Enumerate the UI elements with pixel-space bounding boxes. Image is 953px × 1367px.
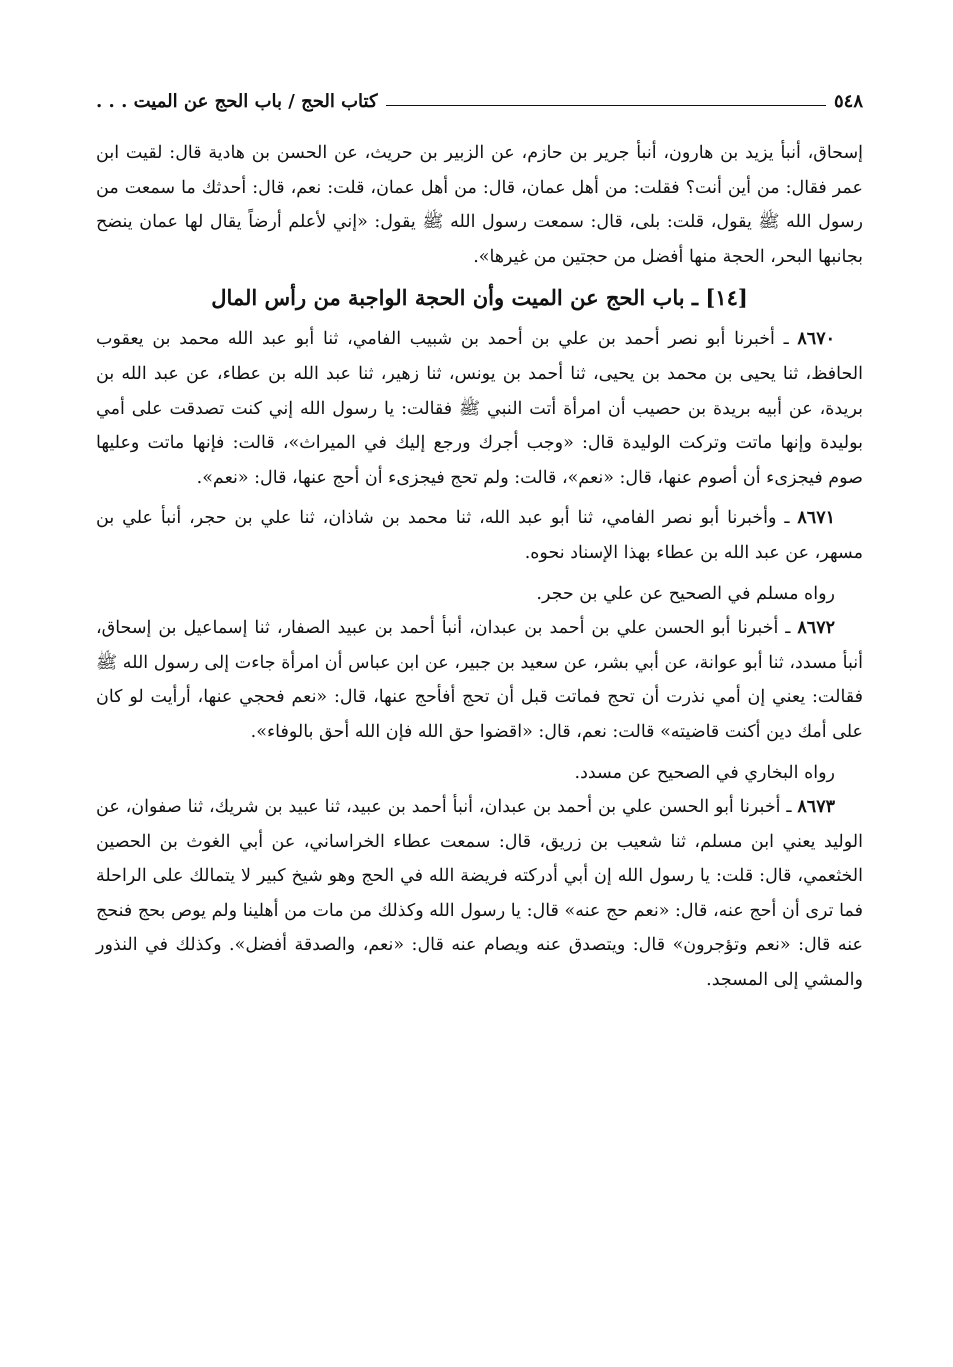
hadith-number: ٨٦٧١: [797, 508, 835, 529]
page: [96, 78, 863, 998]
page-header: [96, 78, 863, 112]
hadith-8672: [96, 611, 863, 749]
hadith-number: ٨٦٧٠: [797, 329, 835, 350]
narration-note: رواه مسلم في الصحيح عن علي بن حجر.: [536, 583, 835, 604]
header-rule: [386, 105, 826, 106]
chapter-heading: [١٤] ـ باب الحج عن الميت وأن الحجة الواجبة من رأس المال: [211, 285, 748, 311]
hadith-number: ٨٦٧٣: [797, 797, 835, 818]
hadith-text: ـ أخبرنا أبو الحسن علي بن أحمد بن عبدان، أنبأ أحمد بن عبيد الصفار، ثنا إسماعيل بن إسحاق، أنبأ مسدد، ثنا أبو عوانة، عن أبي بشر، عن سعيد بن جبير، عن ابن عباس أن امرأة جاءت إلى رسول الله ﷺ فقالت: يعني إن أمي نذرت أن تحج فماتت قبل أن تحج أفأحج عنها، قال: «نعم فحجي عنها، أرأيت لو كان على أمك دين أكنت قاضيته» قالت: نعم، قال: «اقضوا حق الله فإن الله أحق بالوفاء».: [96, 618, 863, 742]
hadith-8673: [96, 790, 863, 998]
intro-paragraph: إسحاق، أنبأ يزيد بن هارون، أنبأ جرير بن حازم، عن الزبير بن حريث، عن الحسن بن هادية قال: لقيت ابن عمر فقال: من أين أنت؟ فقلت: من أهل عمان، قال: من أهل عمان، قلت: نعم، قال: أحدثك ما سمعت من رسول الله ﷺ يقول، قلت: بلى، قال: سمعت رسول الله ﷺ يقول: «إني لأعلم أرضاً يقال لها عمان ينضح بجانبها البحر، الحجة منها أفضل من حجتين من غيرها».: [96, 143, 863, 267]
page-number: ٥٤٨: [833, 91, 863, 112]
narration-note: رواه البخاري في الصحيح عن مسدد.: [574, 762, 835, 783]
hadith-text: ـ أخبرنا أبو الحسن علي بن أحمد بن عبدان، أنبأ أحمد بن عبيد، ثنا عبيد بن شريك، ثنا صفوان، عن الوليد يعني ابن مسلم، ثنا شعيب بن زريق، قال: سمعت عطاء الخراساني، عن أبي الغوث بن الحصين الخثعمي، قال: قلت: يا رسول الله إن أبي أدركته فريضة الله في الحج وهو شيخ كبير لا يتمالك على الراحلة فما ترى أن أحج عنه، قال: «نعم حج عنه» قال: يا رسول الله وكذلك من مات من أهلينا ولم يوص بحج فنحج عنه قال: «نعم وتؤجرون» قال: ويتصدق عنه ويصام عنه قال: «نعم، والصدقة أفضل». وكذلك في النذور والمشي إلى المسجد.: [96, 797, 863, 991]
hadith-text: ـ وأخبرنا أبو نصر الفامي، ثنا أبو عبد الله، ثنا محمد بن شاذان، ثنا علي بن حجر، أنبأ علي بن مسهر، عن عبد الله بن عطاء بهذا الإسناد نحوه.: [96, 508, 863, 563]
hadith-number: ٨٦٧٢: [797, 618, 835, 639]
hadith-8670: [96, 322, 863, 495]
running-title: كتاب الحج / باب الحج عن الميت . . .: [96, 91, 378, 112]
body-text: [96, 136, 863, 998]
hadith-text: ـ أخبرنا أبو نصر أحمد بن علي بن أحمد بن شبيب الفامي، ثنا أبو عبد الله محمد بن يعقوب الحافظ، ثنا يحيى بن محمد بن يحيى، ثنا أحمد بن يونس، ثنا زهير، ثنا عبد الله بن عطاء، عن عبد الله بن بريدة، عن أبيه بريدة بن حصيب أن امرأة أتت النبي ﷺ فقالت: يا رسول الله إني كنت تصدقت على أمي بوليدة وإنها ماتت وتركت الوليدة قال: «وجب أجرك ورجع إليك في الميراث»، قالت: فإنها ماتت وعليها صوم فيجزىء أن أصوم عنها، قال: «نعم»، قالت: ولم تحج فيجزىء أن أحج عنها، قال: «نعم».: [96, 329, 863, 488]
hadith-8671: [96, 501, 863, 570]
